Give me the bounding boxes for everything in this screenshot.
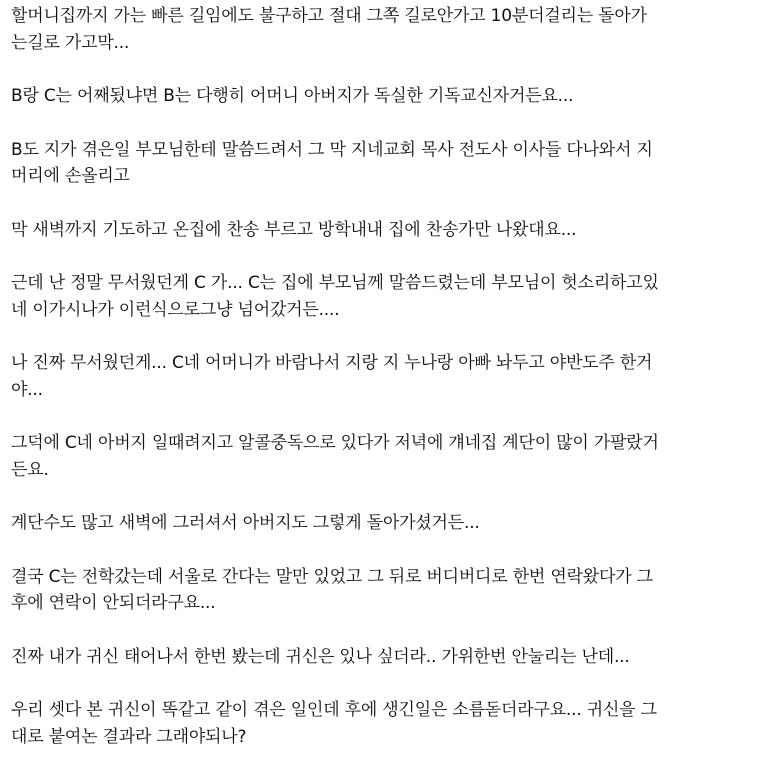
paragraph-9: [11, 564, 749, 617]
text-line: B랑 C는 어째됬냐면 B는 다행히 어머니 아버지가 독실한 기독교신자거든요...: [11, 86, 574, 106]
text-line: 나 진짜 무서웠던게... C네 어머니가 바람나서 지랑 지 누나랑 아빠 놔두고 야반도주 한거: [11, 353, 653, 373]
text-line: B도 지가 겪은일 부모님한테 말씀드려서 그 막 지네교회 목사 전도사 이사들 다나와서 지: [11, 139, 653, 160]
post-body: [11, 3, 749, 750]
text-line: 야...: [11, 379, 43, 400]
text-line: 할머니집까지 가는 빠른 길임에도 불구하고 절대 그쪽 길로안가고 10분더걸리는 돌아가: [11, 6, 647, 26]
text-line: 결국 C는 전학갔는데 서울로 간다는 말만 있었고 그 뒤로 버디버디로 한번 연락왔다가 그: [11, 566, 653, 587]
text-line: 네 이가시나가 이런식으로그냥 넘어갔거든....: [11, 299, 340, 320]
paragraph-7: [11, 430, 749, 483]
text-line: 는길로 가고막...: [11, 32, 130, 53]
paragraph-6: [11, 350, 749, 403]
paragraph-1: [11, 3, 749, 56]
text-line: 대로 붙여논 결과라 그래야되나?: [11, 726, 247, 747]
text-line: 든요.: [11, 459, 49, 480]
paragraph-2: [11, 83, 749, 110]
paragraph-10: [11, 644, 749, 671]
paragraph-11: [11, 697, 749, 750]
paragraph-3: [11, 137, 749, 190]
text-line: 우리 셋다 본 귀신이 똑같고 같이 겪은 일인데 후에 생긴일은 소름돋더라구요... 귀신을 그: [11, 700, 657, 720]
paragraph-4: [11, 217, 749, 244]
text-line: 근데 난 정말 무서웠던게 C 가... C는 집에 부모님께 말씀드렸는데 부모님이 헛소리하고있: [11, 273, 659, 293]
text-line: 그덕에 C네 아버지 일때려지고 알콜중독으로 있다가 저녁에 걔네집 계단이 많이 가팔랐거: [11, 433, 659, 453]
text-line: 머리에 손올리고: [11, 166, 130, 186]
text-line: 계단수도 많고 새벽에 그러셔서 아버지도 그렇게 돌아가셨거든...: [11, 513, 480, 533]
paragraph-5: [11, 270, 749, 323]
text-line: 막 새벽까지 기도하고 온집에 찬송 부르고 방학내내 집에 찬송가만 나왔대요...: [11, 219, 577, 240]
text-line: 후에 연락이 안되더라구요...: [11, 593, 216, 613]
text-line: 진짜 내가 귀신 태어나서 한번 봤는데 귀신은 있나 싶더라.. 가위한번 안눌리는 난데...: [11, 646, 630, 667]
paragraph-8: [11, 510, 749, 537]
